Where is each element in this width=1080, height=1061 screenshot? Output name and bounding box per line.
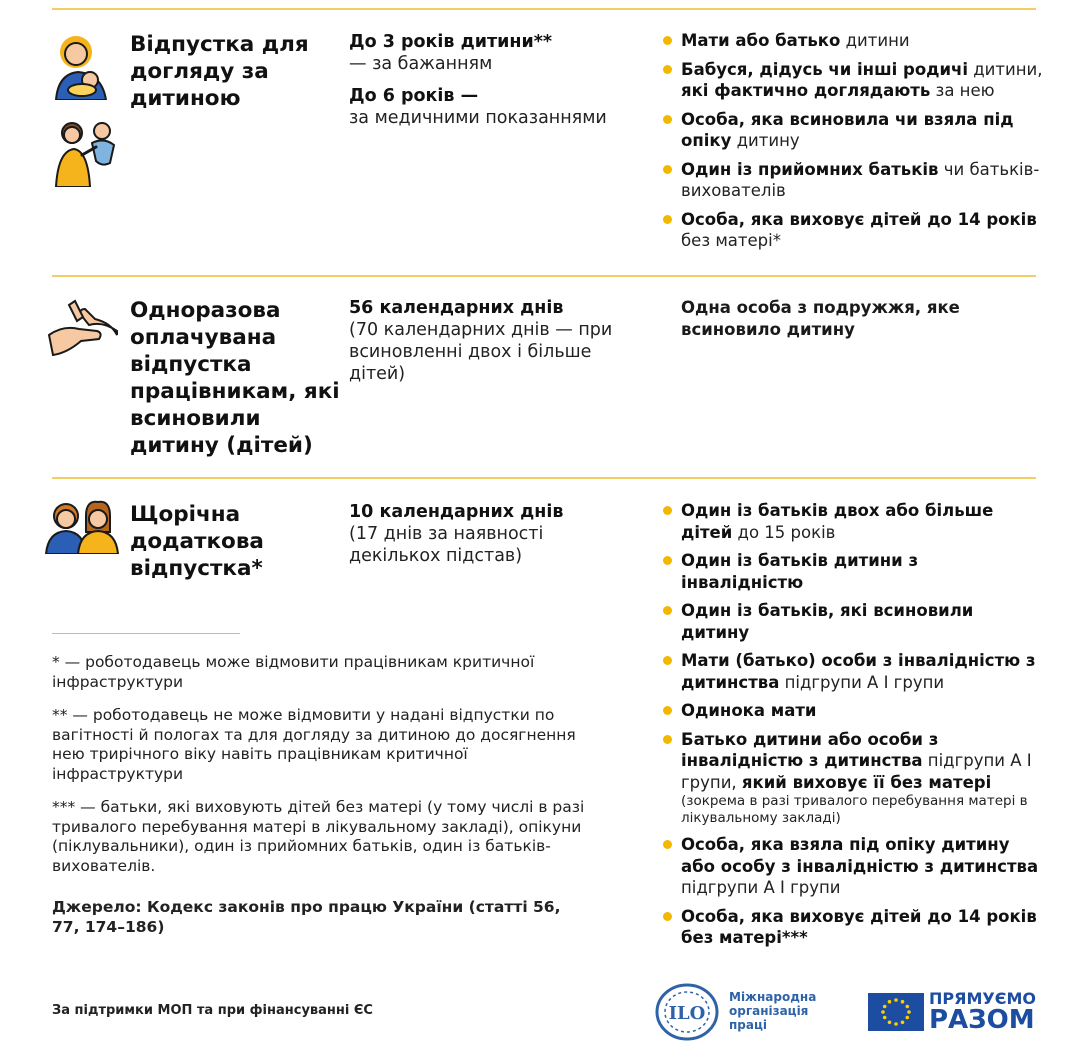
eligible-list <box>663 500 1043 956</box>
bullet-dot <box>663 115 672 124</box>
bullet-dot <box>663 656 672 665</box>
source-citation: Джерело: Кодекс законів про працю України (статті 56, 77, 174–186) <box>52 898 561 936</box>
bullet-dot <box>663 735 672 744</box>
hands-icon <box>45 295 121 361</box>
ilo-logo-text: ILO <box>668 1003 706 1024</box>
eligible-text: Одна особа з подружжя, яке всиновило дитину <box>681 298 960 339</box>
list-item: Особа, яка виховує дітей до 14 років без матері*** <box>663 906 1043 949</box>
mother-with-baby-icon <box>50 30 112 100</box>
footnotes <box>52 653 592 951</box>
couple-icon <box>42 498 120 554</box>
bullet-dot <box>663 36 672 45</box>
duration-main: До 6 років — <box>349 86 479 106</box>
top-divider <box>52 8 1036 10</box>
ilo-name: Міжнародна організація праці <box>729 990 817 1032</box>
bullet-dot <box>663 556 672 565</box>
duration-main: 56 календарних днів <box>349 298 564 318</box>
duration-main: 10 календарних днів <box>349 502 564 522</box>
support-text: За підтримки МОП та при фінансуванні ЄС <box>52 1003 373 1018</box>
list-item: Один із батьків, які всиновили дитину <box>663 600 1043 643</box>
bullet-dot <box>663 840 672 849</box>
eligible-list <box>663 30 1048 259</box>
duration-note: (70 календарних днів — при всиновленні двох і більше дітей) <box>349 320 613 384</box>
bullet-dot <box>663 506 672 515</box>
list-item: Мати або батько дитини <box>663 30 1048 52</box>
bullet-dot <box>663 706 672 715</box>
duration-block <box>349 31 619 139</box>
bullet-dot <box>663 606 672 615</box>
section-divider-1 <box>52 275 1036 277</box>
bullet-dot <box>663 65 672 74</box>
list-item: Один із батьків дитини з інвалідністю <box>663 550 1043 593</box>
footnote-divider <box>52 633 240 634</box>
bullet-dot <box>663 912 672 921</box>
razom-line-1: ПРЯМУЄМО <box>929 989 1036 1008</box>
duration-note: за медичними показаннями <box>349 108 607 128</box>
eu-flag-icon <box>868 993 924 1031</box>
duration-block <box>349 501 619 577</box>
duration-main: До 3 років дитини** <box>349 32 553 52</box>
list-item: Особа, яка взяла під опіку дитину або особу з інвалідністю з дитинства підгрупи А I групи <box>663 834 1043 899</box>
ilo-logo-icon <box>652 982 722 1042</box>
list-item: Особа, яка виховує дітей до 14 років без матері* <box>663 209 1048 252</box>
duration-note: — за бажанням <box>349 54 493 74</box>
duration-block <box>349 297 619 395</box>
footnote-1: * — роботодавець може відмовити працівникам критичної інфраструктури <box>52 653 535 691</box>
section-divider-2 <box>52 477 1036 479</box>
footnote-2: ** — роботодавець не може відмовити у надані відпустки по вагітності й пологах та для догляду за дитиною до досягнення нею трирічного віку навіть працівникам критичної інфраструктури <box>52 706 576 783</box>
list-item: Один із прийомних батьків чи батьків-вихователів <box>663 159 1048 202</box>
list-item: Особа, яка всиновила чи взяла під опіку дитину <box>663 109 1048 152</box>
section-title: Відпустка для догляду за дитиною <box>130 32 309 111</box>
list-item: Одинока мати <box>663 700 1043 722</box>
footnote-3: *** — батьки, які виховують дітей без матері (у тому числі в разі тривалого перебування матері в лікувальному закладі), опікуни (піклувальники), один із прийомних батьків, один із батьків-вихователів. <box>52 798 585 875</box>
list-item: Батько дитини або особи з інвалідністю з дитинства підгрупи А I групи, який виховує її без матері (зокрема в разі тривалого перебування матері в лікувальному закладі) <box>663 729 1043 828</box>
parent-lifting-child-icon <box>52 117 122 187</box>
list-item: Мати (батько) особи з інвалідністю з дитинства підгрупи А I групи <box>663 650 1043 693</box>
section-title: Щорічна додаткова відпустка* <box>130 502 264 581</box>
list-item: Бабуся, дідусь чи інші родичі дитини, які фактично доглядають за нею <box>663 59 1048 102</box>
bullet-dot <box>663 165 672 174</box>
razom-logo <box>929 990 1036 1033</box>
razom-line-2: РАЗОМ <box>929 1005 1035 1035</box>
bullet-dot <box>663 215 672 224</box>
section-title: Одноразова оплачувана відпустка працівникам, які всиновили дитину (дітей) <box>130 298 340 458</box>
duration-note: (17 днів за наявності декількох підстав) <box>349 524 544 566</box>
list-item: Один із батьків двох або більше дітей до 15 років <box>663 500 1043 543</box>
